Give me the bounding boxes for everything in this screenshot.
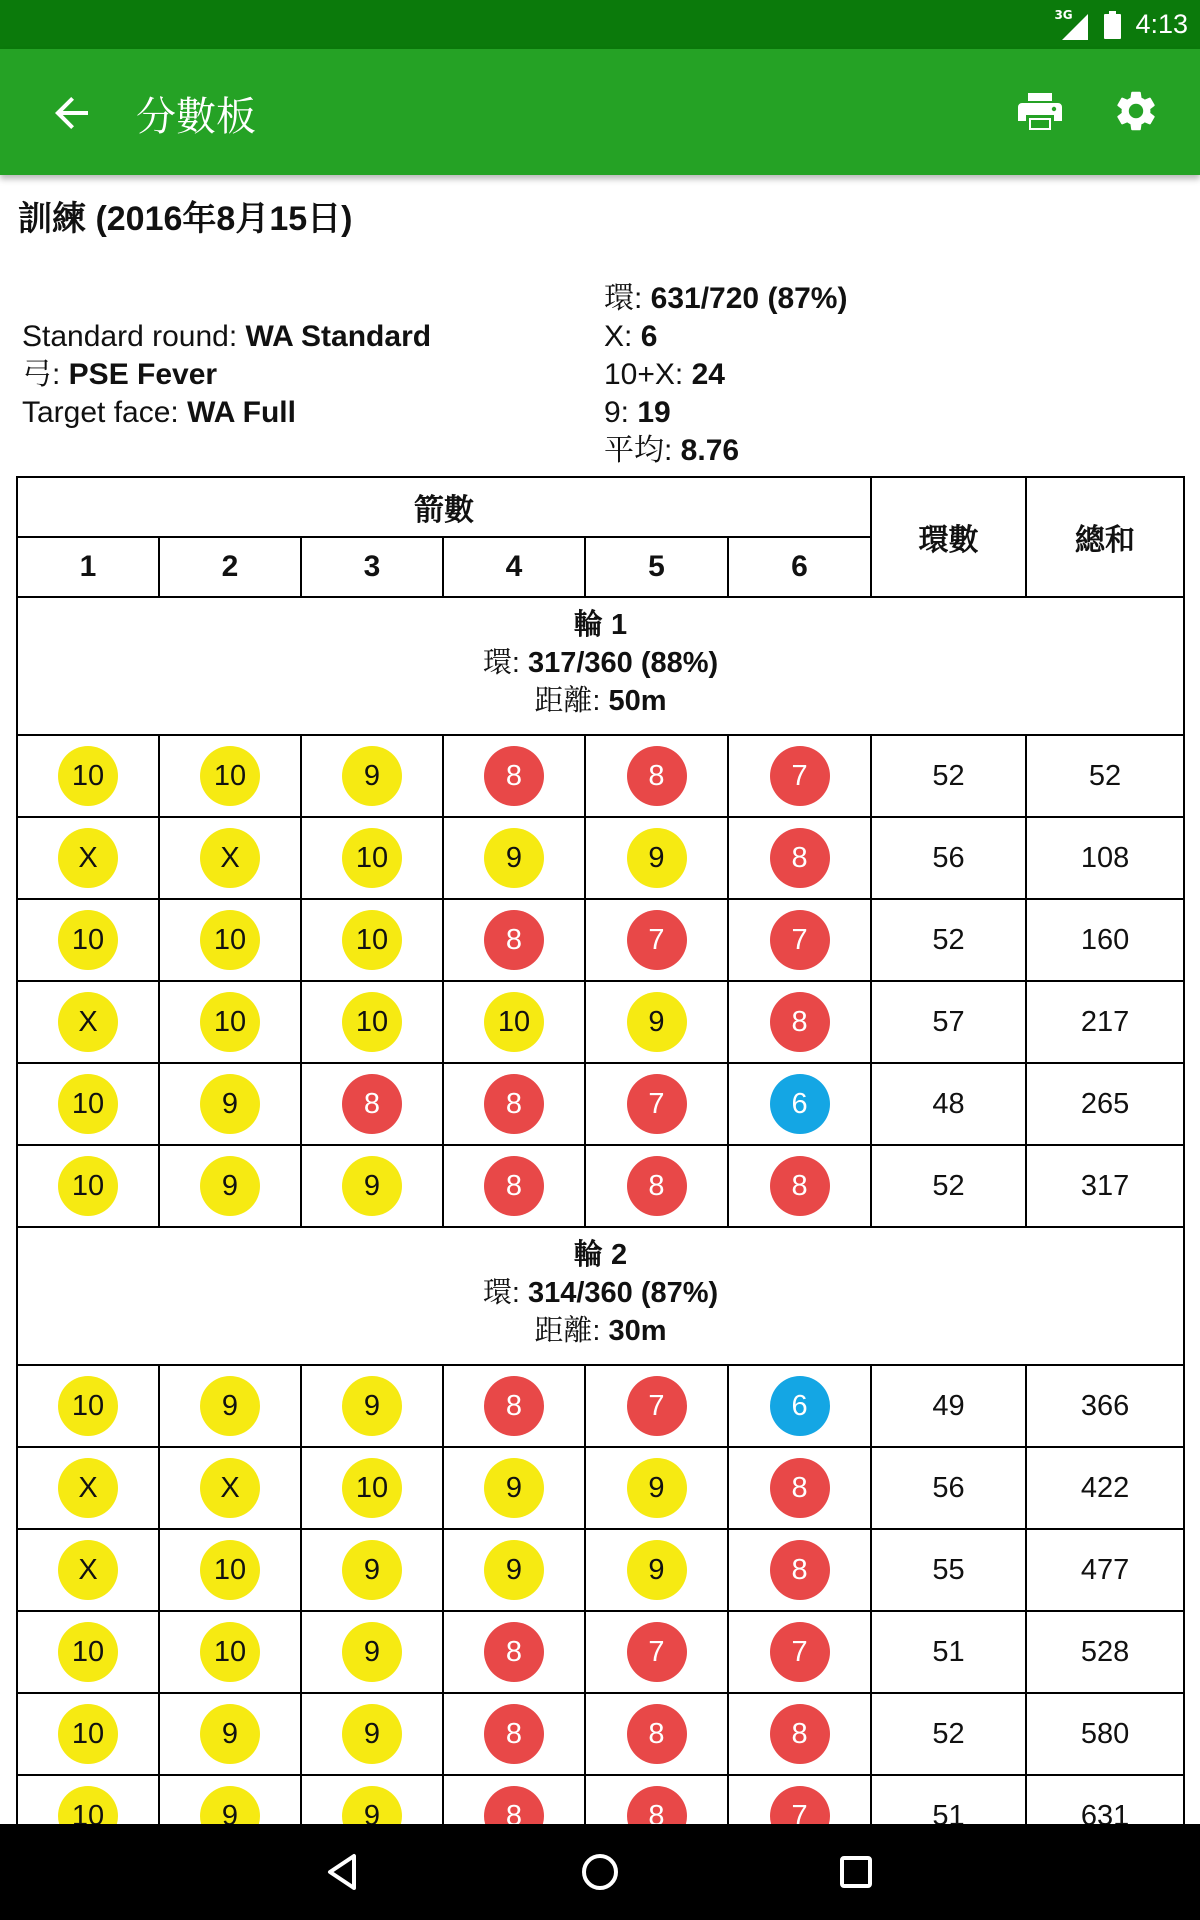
arrow-cell[interactable] bbox=[17, 1693, 159, 1775]
arrow-score-badge: 7 bbox=[627, 1074, 687, 1134]
end-row[interactable] bbox=[17, 1145, 1184, 1227]
arrow-score-badge: 8 bbox=[770, 992, 830, 1052]
arrow-score-badge: 10 bbox=[342, 1458, 402, 1518]
arrow-score-badge: 10 bbox=[200, 1540, 260, 1600]
running-total-cell: 631 bbox=[1026, 1775, 1184, 1824]
arrow-score-badge: 7 bbox=[770, 1622, 830, 1682]
arrow-cell[interactable] bbox=[728, 899, 871, 981]
arrow-cell[interactable] bbox=[443, 1447, 585, 1529]
end-score-cell: 55 bbox=[871, 1529, 1026, 1611]
round-distance: 距離: 30m bbox=[534, 1315, 667, 1347]
arrow-cell[interactable] bbox=[728, 1775, 871, 1824]
standard-round-line bbox=[22, 318, 431, 356]
running-total-cell: 160 bbox=[1026, 899, 1184, 981]
arrow-cell[interactable] bbox=[17, 899, 159, 981]
arrow-score-badge: 7 bbox=[770, 1786, 830, 1824]
end-score-cell: 52 bbox=[871, 1145, 1026, 1227]
arrow-cell[interactable] bbox=[17, 1529, 159, 1611]
arrow-score-badge: 10 bbox=[342, 910, 402, 970]
arrow-cell[interactable] bbox=[728, 1447, 871, 1529]
end-score-cell: 52 bbox=[871, 899, 1026, 981]
end-row[interactable] bbox=[17, 735, 1184, 817]
arrow-cell[interactable] bbox=[301, 981, 443, 1063]
ten-x-label: 10+X: bbox=[604, 358, 692, 391]
nine-line bbox=[604, 394, 847, 432]
arrow-score-badge: 7 bbox=[627, 910, 687, 970]
arrow-cell[interactable] bbox=[443, 1693, 585, 1775]
arrow-score-badge: 10 bbox=[200, 1622, 260, 1682]
x-value: 6 bbox=[640, 320, 658, 353]
x-label: X: bbox=[604, 320, 641, 353]
arrow-score-badge: 9 bbox=[627, 828, 687, 888]
end-score-cell: 51 bbox=[871, 1611, 1026, 1693]
arrow-score-badge: 10 bbox=[58, 1074, 118, 1134]
arrow-score-badge: 7 bbox=[627, 1622, 687, 1682]
running-total-cell: 422 bbox=[1026, 1447, 1184, 1529]
arrow-score-badge: 10 bbox=[342, 828, 402, 888]
arrow-score-badge: 9 bbox=[484, 828, 544, 888]
end-score-cell: 56 bbox=[871, 1447, 1026, 1529]
square-recents-icon[interactable] bbox=[832, 1848, 880, 1896]
round-title: 輪 2 bbox=[573, 1239, 628, 1271]
arrow-score-badge: X bbox=[58, 1540, 118, 1600]
rings-line bbox=[604, 280, 847, 318]
arrow-score-badge: 8 bbox=[484, 1376, 544, 1436]
running-total-cell: 580 bbox=[1026, 1693, 1184, 1775]
standard-round-value: WA Standard bbox=[245, 320, 432, 353]
arrow-cell[interactable] bbox=[17, 981, 159, 1063]
arrow-score-badge: 8 bbox=[484, 746, 544, 806]
arrow-score-badge: 9 bbox=[342, 1376, 402, 1436]
arrow-number-header: 3 bbox=[301, 537, 443, 597]
end-row[interactable] bbox=[17, 1529, 1184, 1611]
arrow-number-header: 6 bbox=[728, 537, 871, 597]
end-score-cell: 51 bbox=[871, 1775, 1026, 1824]
arrow-cell[interactable] bbox=[443, 981, 585, 1063]
clock: 4:13 bbox=[1135, 9, 1188, 39]
round-distance: 距離: 50m bbox=[534, 685, 667, 717]
arrow-score-badge: 9 bbox=[627, 1458, 687, 1518]
average-value: 8.76 bbox=[680, 434, 740, 467]
end-score-cell: 49 bbox=[871, 1365, 1026, 1447]
arrow-cell[interactable] bbox=[728, 817, 871, 899]
arrow-score-badge: 10 bbox=[342, 992, 402, 1052]
arrow-score-badge: 10 bbox=[484, 992, 544, 1052]
arrow-cell[interactable] bbox=[17, 1063, 159, 1145]
arrow-score-badge: 9 bbox=[484, 1540, 544, 1600]
print-icon[interactable] bbox=[1016, 87, 1064, 135]
circle-home-icon[interactable] bbox=[576, 1848, 624, 1896]
end-row[interactable] bbox=[17, 1365, 1184, 1447]
arrow-score-badge: 7 bbox=[770, 910, 830, 970]
total-header: 總和 bbox=[1026, 477, 1184, 597]
running-total-cell: 317 bbox=[1026, 1145, 1184, 1227]
arrow-cell[interactable] bbox=[728, 1611, 871, 1693]
end-row[interactable] bbox=[17, 1693, 1184, 1775]
arrow-cell[interactable] bbox=[159, 1529, 301, 1611]
arrow-score-badge: 7 bbox=[770, 746, 830, 806]
arrow-score-badge: X bbox=[200, 828, 260, 888]
arrow-cell[interactable] bbox=[159, 1611, 301, 1693]
arrow-score-badge: 10 bbox=[58, 1376, 118, 1436]
arrow-score-badge: 8 bbox=[770, 1704, 830, 1764]
arrow-score-badge: 9 bbox=[200, 1156, 260, 1216]
arrow-number-header: 5 bbox=[585, 537, 728, 597]
arrow-cell[interactable] bbox=[159, 1775, 301, 1824]
score-table bbox=[16, 476, 1185, 1824]
arrow-cell[interactable] bbox=[585, 1775, 728, 1824]
arrow-score-badge: 9 bbox=[627, 992, 687, 1052]
battery-icon bbox=[1104, 11, 1121, 39]
arrow-cell[interactable] bbox=[585, 1611, 728, 1693]
arrow-cell[interactable] bbox=[728, 1145, 871, 1227]
arrow-cell[interactable] bbox=[17, 1365, 159, 1447]
arrow-score-badge: 10 bbox=[58, 1622, 118, 1682]
end-row[interactable] bbox=[17, 981, 1184, 1063]
arrow-cell[interactable] bbox=[585, 981, 728, 1063]
arrow-cell[interactable] bbox=[728, 735, 871, 817]
running-total-cell: 52 bbox=[1026, 735, 1184, 817]
arrow-score-badge: 10 bbox=[200, 746, 260, 806]
arrow-cell[interactable] bbox=[443, 735, 585, 817]
arrow-score-badge: 7 bbox=[627, 1376, 687, 1436]
round-rings: 環: 314/360 (87%) bbox=[482, 1277, 719, 1309]
arrow-cell[interactable] bbox=[301, 1063, 443, 1145]
target-face-line bbox=[22, 394, 431, 432]
signal-icon bbox=[1054, 7, 1090, 40]
arrow-cell[interactable] bbox=[159, 1145, 301, 1227]
arrow-cell[interactable] bbox=[443, 1145, 585, 1227]
arrow-cell[interactable] bbox=[301, 1145, 443, 1227]
arrow-cell[interactable] bbox=[301, 1693, 443, 1775]
arrow-cell[interactable] bbox=[159, 735, 301, 817]
round-info bbox=[17, 597, 1184, 735]
arrow-number-header: 4 bbox=[443, 537, 585, 597]
arrow-score-badge: 9 bbox=[342, 1156, 402, 1216]
arrow-cell[interactable] bbox=[585, 1145, 728, 1227]
arrow-cell[interactable] bbox=[585, 1447, 728, 1529]
end-score-cell: 52 bbox=[871, 735, 1026, 817]
arrow-cell[interactable] bbox=[17, 1611, 159, 1693]
arrow-score-badge: 10 bbox=[58, 1704, 118, 1764]
arrow-cell[interactable] bbox=[728, 1365, 871, 1447]
arrow-cell[interactable] bbox=[728, 981, 871, 1063]
arrow-cell[interactable] bbox=[443, 1063, 585, 1145]
arrow-cell[interactable] bbox=[17, 817, 159, 899]
arrow-score-badge: 8 bbox=[484, 1786, 544, 1824]
x-line bbox=[604, 318, 847, 356]
round-info bbox=[17, 1227, 1184, 1365]
arrow-score-badge: X bbox=[200, 1458, 260, 1518]
arrow-cell[interactable] bbox=[728, 1693, 871, 1775]
arrow-score-badge: 9 bbox=[200, 1704, 260, 1764]
arrow-score-badge: 9 bbox=[484, 1458, 544, 1518]
arrow-cell[interactable] bbox=[585, 899, 728, 981]
arrow-cell[interactable] bbox=[301, 1775, 443, 1824]
arrow-score-badge: 8 bbox=[770, 828, 830, 888]
end-row[interactable] bbox=[17, 817, 1184, 899]
running-total-cell: 366 bbox=[1026, 1365, 1184, 1447]
end-score-cell: 48 bbox=[871, 1063, 1026, 1145]
arrow-cell[interactable] bbox=[301, 899, 443, 981]
arrow-score-badge: X bbox=[58, 992, 118, 1052]
nine-label: 9: bbox=[604, 396, 638, 429]
arrow-score-badge: 8 bbox=[627, 1704, 687, 1764]
arrow-cell[interactable] bbox=[728, 1529, 871, 1611]
arrow-score-badge: 10 bbox=[200, 910, 260, 970]
arrow-cell[interactable] bbox=[585, 1063, 728, 1145]
arrow-score-badge: 6 bbox=[770, 1074, 830, 1134]
nine-value: 19 bbox=[637, 396, 671, 429]
end-row[interactable] bbox=[17, 899, 1184, 981]
arrow-cell[interactable] bbox=[585, 1365, 728, 1447]
arrow-cell[interactable] bbox=[585, 817, 728, 899]
bow-value: PSE Fever bbox=[68, 358, 218, 391]
bow-label: 弓: bbox=[22, 358, 69, 391]
arrow-cell[interactable] bbox=[443, 899, 585, 981]
arrow-cell[interactable] bbox=[159, 1365, 301, 1447]
arrow-score-badge: 9 bbox=[342, 1540, 402, 1600]
arrow-score-badge: 9 bbox=[627, 1540, 687, 1600]
status-bar bbox=[0, 0, 1200, 49]
network-type: 3G bbox=[1054, 7, 1073, 22]
round-title: 輪 1 bbox=[573, 609, 628, 641]
arrow-score-badge: 8 bbox=[770, 1540, 830, 1600]
arrow-number-header: 1 bbox=[17, 537, 159, 597]
end-row[interactable] bbox=[17, 1775, 1184, 1824]
running-total-cell: 108 bbox=[1026, 817, 1184, 899]
arrows-header: 箭數 bbox=[17, 477, 871, 537]
arrow-score-badge: 10 bbox=[58, 746, 118, 806]
arrow-score-badge: 8 bbox=[484, 1704, 544, 1764]
arrow-cell[interactable] bbox=[17, 1145, 159, 1227]
arrow-back-icon[interactable] bbox=[48, 89, 96, 137]
arrow-cell[interactable] bbox=[728, 1063, 871, 1145]
arrow-score-badge: 8 bbox=[484, 1156, 544, 1216]
arrow-score-badge: 8 bbox=[627, 1786, 687, 1824]
arrow-cell[interactable] bbox=[443, 1775, 585, 1824]
average-line bbox=[604, 432, 847, 470]
arrow-cell[interactable] bbox=[301, 1365, 443, 1447]
arrow-cell[interactable] bbox=[443, 1365, 585, 1447]
arrow-cell[interactable] bbox=[159, 899, 301, 981]
arrow-cell[interactable] bbox=[301, 1447, 443, 1529]
arrow-cell[interactable] bbox=[159, 1693, 301, 1775]
arrow-cell[interactable] bbox=[159, 1063, 301, 1145]
arrow-cell[interactable] bbox=[443, 1529, 585, 1611]
arrow-score-badge: 9 bbox=[200, 1786, 260, 1824]
toolbar-title: 分數板 bbox=[136, 94, 256, 140]
score-summary bbox=[604, 280, 847, 470]
arrow-number-header: 2 bbox=[159, 537, 301, 597]
arrow-cell[interactable] bbox=[585, 735, 728, 817]
arrow-cell[interactable] bbox=[585, 1693, 728, 1775]
ten-x-value: 24 bbox=[691, 358, 725, 391]
arrow-score-badge: 8 bbox=[484, 910, 544, 970]
end-score-cell: 52 bbox=[871, 1693, 1026, 1775]
session-heading: 訓練 (2016年8月15日) bbox=[18, 200, 353, 238]
arrow-score-badge: 10 bbox=[58, 1156, 118, 1216]
app-toolbar bbox=[0, 49, 1200, 175]
arrow-score-badge: 8 bbox=[484, 1074, 544, 1134]
arrow-score-badge: 8 bbox=[484, 1622, 544, 1682]
arrow-score-badge: 9 bbox=[200, 1074, 260, 1134]
round-rings: 環: 317/360 (88%) bbox=[482, 647, 719, 679]
arrow-cell[interactable] bbox=[443, 817, 585, 899]
target-face-value: WA Full bbox=[187, 396, 296, 429]
arrow-cell[interactable] bbox=[443, 1611, 585, 1693]
arrow-score-badge: X bbox=[58, 828, 118, 888]
round-header-row bbox=[17, 1227, 1184, 1365]
end-score-cell: 56 bbox=[871, 817, 1026, 899]
end-score-cell: 57 bbox=[871, 981, 1026, 1063]
average-label: 平均: bbox=[604, 434, 681, 467]
arrow-score-badge: 10 bbox=[200, 992, 260, 1052]
arrow-score-badge: 9 bbox=[342, 1704, 402, 1764]
arrow-cell[interactable] bbox=[301, 1529, 443, 1611]
arrow-cell[interactable] bbox=[301, 735, 443, 817]
arrow-score-badge: 9 bbox=[342, 746, 402, 806]
arrow-score-badge: 9 bbox=[200, 1376, 260, 1436]
rings-label: 環: bbox=[604, 282, 651, 315]
rings-value: 631/720 (87%) bbox=[650, 282, 848, 315]
arrow-score-badge: 8 bbox=[770, 1458, 830, 1518]
standard-round-label: Standard round: bbox=[22, 320, 246, 353]
arrow-score-badge: 10 bbox=[58, 910, 118, 970]
end-row[interactable] bbox=[17, 1063, 1184, 1145]
arrow-score-badge: 8 bbox=[627, 1156, 687, 1216]
arrow-cell[interactable] bbox=[301, 1611, 443, 1693]
equipment-info bbox=[22, 318, 431, 432]
gear-icon[interactable] bbox=[1112, 87, 1160, 135]
arrow-score-badge: X bbox=[58, 1458, 118, 1518]
arrow-cell[interactable] bbox=[17, 1447, 159, 1529]
arrow-cell[interactable] bbox=[159, 817, 301, 899]
bow-line bbox=[22, 356, 431, 394]
arrow-cell[interactable] bbox=[159, 1447, 301, 1529]
target-face-label: Target face: bbox=[22, 396, 188, 429]
running-total-cell: 528 bbox=[1026, 1611, 1184, 1693]
arrow-cell[interactable] bbox=[17, 1775, 159, 1824]
scoreboard-content[interactable] bbox=[0, 175, 1200, 1824]
end-row[interactable] bbox=[17, 1611, 1184, 1693]
arrow-score-badge: 9 bbox=[342, 1622, 402, 1682]
arrow-cell[interactable] bbox=[585, 1529, 728, 1611]
round-header-row bbox=[17, 597, 1184, 735]
running-total-cell: 477 bbox=[1026, 1529, 1184, 1611]
score-body bbox=[17, 597, 1184, 1824]
arrow-score-badge: 10 bbox=[58, 1786, 118, 1824]
running-total-cell: 217 bbox=[1026, 981, 1184, 1063]
score-header: 環數 bbox=[871, 477, 1026, 597]
arrow-score-badge: 9 bbox=[342, 1786, 402, 1824]
arrow-score-badge: 8 bbox=[342, 1074, 402, 1134]
arrow-cell[interactable] bbox=[301, 817, 443, 899]
arrow-cell[interactable] bbox=[159, 981, 301, 1063]
end-row[interactable] bbox=[17, 1447, 1184, 1529]
arrow-cell[interactable] bbox=[17, 735, 159, 817]
running-total-cell: 265 bbox=[1026, 1063, 1184, 1145]
arrow-score-badge: 6 bbox=[770, 1376, 830, 1436]
arrow-score-badge: 8 bbox=[770, 1156, 830, 1216]
triangle-back-icon[interactable] bbox=[320, 1848, 368, 1896]
ten-x-line bbox=[604, 356, 847, 394]
navigation-bar bbox=[0, 1824, 1200, 1920]
arrow-score-badge: 8 bbox=[627, 746, 687, 806]
